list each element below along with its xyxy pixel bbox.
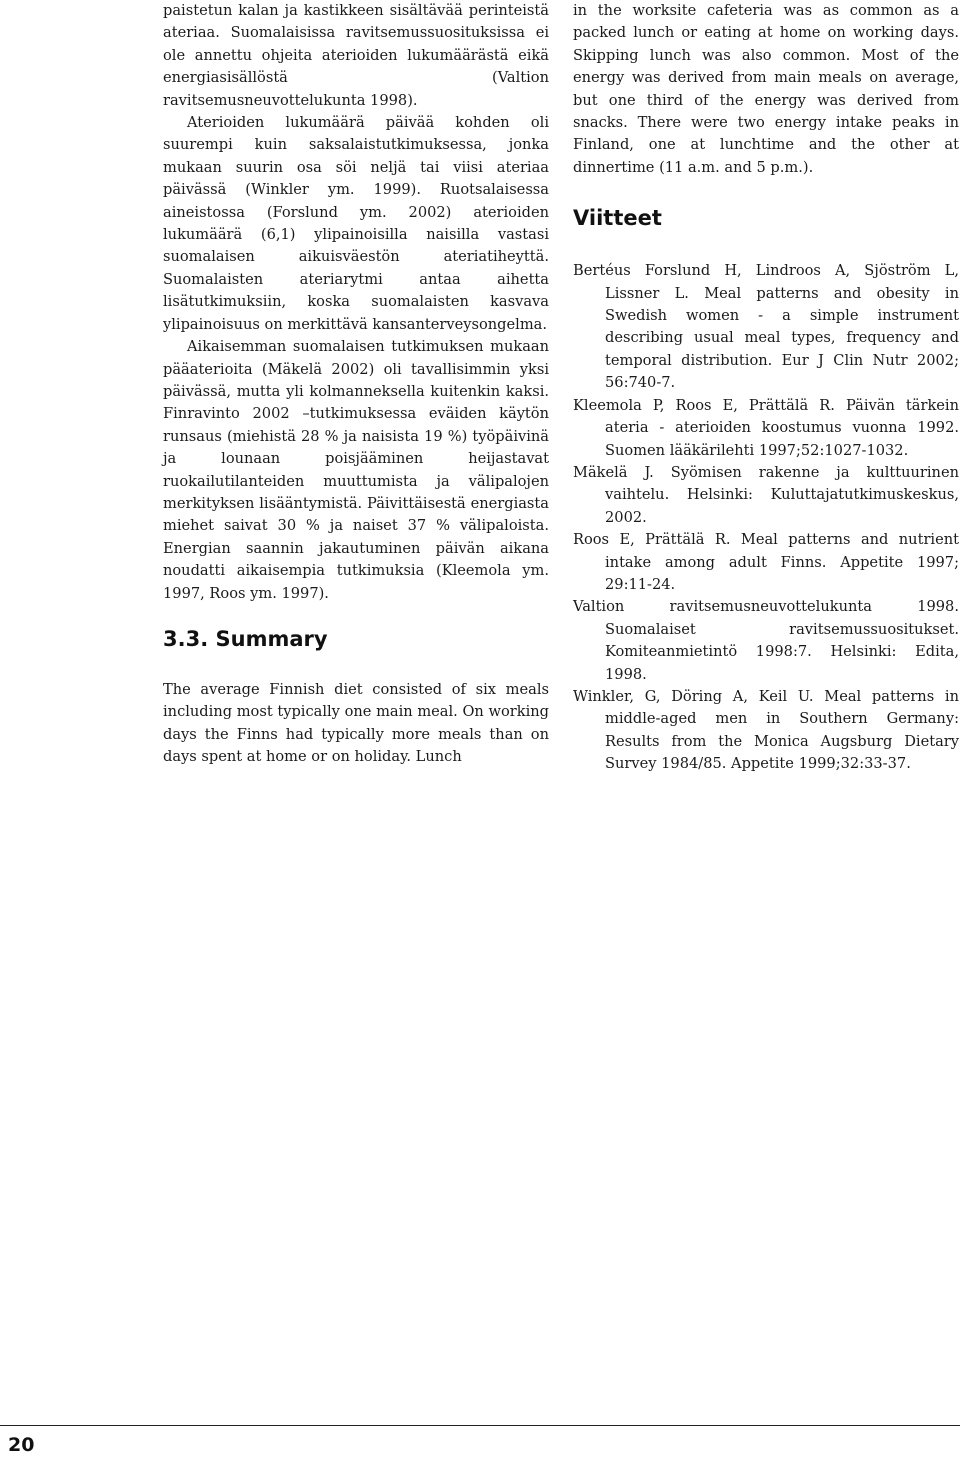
references-heading: Viitteet bbox=[573, 206, 662, 231]
paragraph-main-meals: Aikaisemman suomalaisen tutkimuksen mukaan pääaterioita (Mäkelä 2002) oli tavallisimmin yksi päivässä, mutta yli kolmanneksella kuitenkin kaksi. Finravinto 2002 –tutkimuksessa eväiden käytön runsaus (miehistä 28 % ja naisista 19 %) työpäivinä ja lounaan poisjääminen heijastavat ruokailutilanteiden muuttumista ja välipalojen merkityksen lisääntymistä. Päivittäisestä energiasta miehet saivat 30 % ja naiset 37 % välipaloista. Energian saannin jakautuminen päivän aikana noudatti aikaisempia tutkimuksia (Kleemola ym. 1997, Roos ym. 1997). bbox=[163, 338, 549, 602]
reference-item: Bertéus Forslund H, Lindroos A, Sjöström L, Lissner L. Meal patterns and obesity in Swedish women - a simple instrument describing usual meal types, frequency and temporal distribution. Eur J Clin Nutr 2002; 56:740-7. bbox=[573, 262, 959, 392]
paragraph-meal-recommendations: paistetun kalan ja kastikkeen sisältävää perinteistä ateriaa. Suomalaisissa ravitsemussuosituksissa ei ole annettu ohjeita aterioiden lukumäärästä eikä energiasisällöstä (Valtion ravitsemusneuvottelukunta 1998). bbox=[163, 2, 549, 109]
summary-paragraph-end: in the worksite cafeteria was as common as a packed lunch or eating at home on working days. Skipping lunch was also common. Most of the energy was derived from main meals on average, but one third of the energy was derived from snacks. There were two energy intake peaks in Finland, one at lunchtime and the other at dinnertime (11 a.m. and 5 p.m.). bbox=[573, 2, 959, 176]
reference-item: Roos E, Prättälä R. Meal patterns and nutrient intake among adult Finns. Appetite 1997; 29:11-24. bbox=[573, 531, 959, 593]
page-number: 20 bbox=[8, 1434, 35, 1456]
reference-item: Winkler, G, Döring A, Keil U. Meal patterns in middle-aged men in Southern Germany: Results from the Monica Augsburg Dietary Survey 1984/85. Appetite 1999;32:33-37. bbox=[573, 687, 959, 773]
reference-item: Mäkelä J. Syömisen rakenne ja kulttuurinen vaihtelu. Helsinki: Kuluttajatutkimuskeskus, 2002. bbox=[573, 463, 959, 526]
paragraph-meal-count-comparison: Aterioiden lukumäärä päivää kohden oli suurempi kuin saksalaistutkimuksessa, jonka mukaan suurin osa söi neljä tai viisi ateriaa päivässä (Winkler ym. 1999). Ruotsalaisessa aineistossa (Forslund ym. 2002) aterioiden lukumäärä (6,1) ylipainoisilla naisilla vastasi suomalaisen aikuisväestön ateriatiheyttä. Suomalaisten ateriarytmi antaa aihetta lisätutkimuksiin, koska suomalaisten kasvava ylipainoisuus on merkittävä kansanterveysongelma. bbox=[163, 114, 549, 333]
left-column bbox=[163, 0, 549, 769]
summary-heading: 3.3. Summary bbox=[163, 626, 328, 651]
reference-item: Kleemola P, Roos E, Prättälä R. Päivän tärkein ateria - aterioiden koostumus vuonna 1992. Suomen lääkärilehti 1997;52:1027-1032. bbox=[573, 396, 959, 459]
reference-list bbox=[573, 260, 959, 775]
summary-paragraph-start: The average Finnish diet consisted of six meals including most typically one main meal. On working days the Finns had typically more meals than on days spent at home or on holiday. Lunch bbox=[163, 680, 549, 766]
footer-divider bbox=[0, 1425, 960, 1426]
reference-item: Valtion ravitsemusneuvottelukunta 1998. Suomalaiset ravitsemussuositukset. Komiteanmietintö 1998:7. Helsinki: Edita, 1998. bbox=[573, 598, 959, 683]
right-column bbox=[573, 0, 959, 776]
